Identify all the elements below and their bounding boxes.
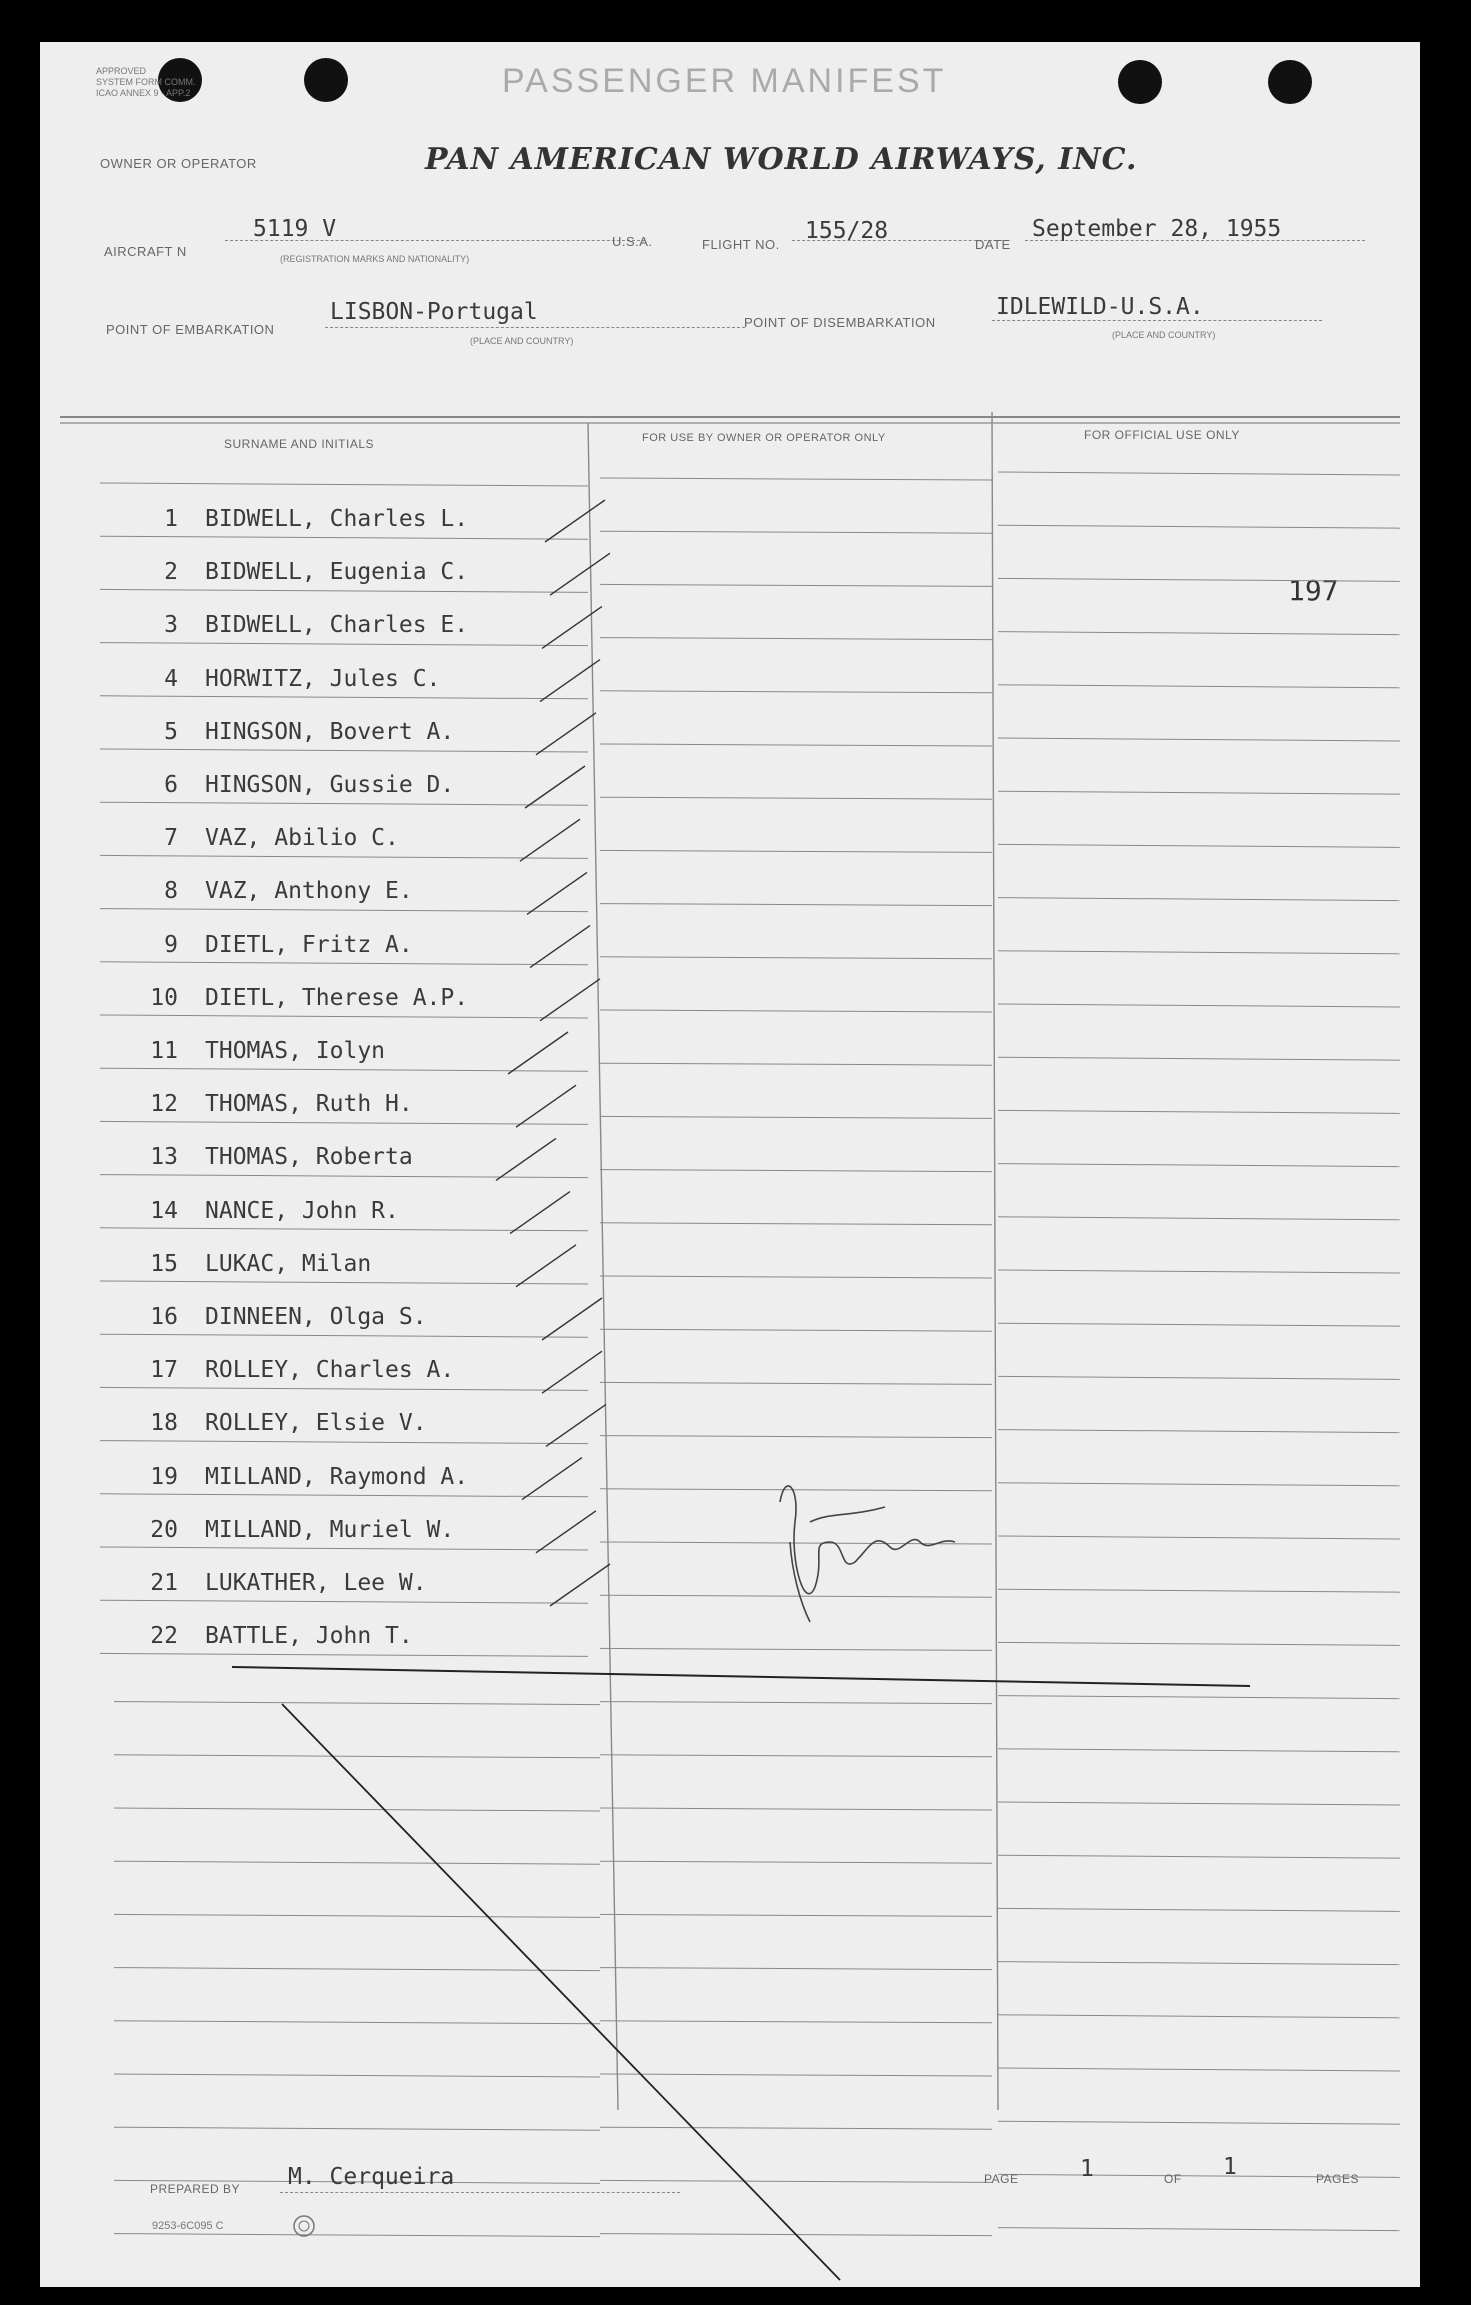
disembark-label: POINT OF DISEMBARKATION [744,315,936,330]
row-rule-right [998,2068,1400,2071]
row-rule-right [998,738,1400,741]
check-mark [542,1351,602,1393]
passenger-name: HINGSON, Gussie D. [205,772,455,798]
row-rule-left [114,1861,600,1864]
row-rule-right [998,1962,1400,1965]
check-mark [522,1458,582,1500]
row-rule-right [998,898,1400,901]
cross-out-line [282,1704,840,2280]
row-number: 9 [164,931,178,958]
passenger-name: THOMAS, Ruth H. [205,1091,413,1118]
row-rule-left [100,1281,588,1284]
form-number: 9253-6C095 C [152,2220,224,2232]
row-rule-middle [600,1223,992,1225]
row-rule-left [114,2074,600,2077]
page-value: 1 [1080,2156,1094,2182]
check-mark [545,500,605,542]
row-rule-middle [600,957,992,959]
row-rule-right [998,1430,1400,1433]
row-number: 10 [150,984,178,1011]
passenger-name: HORWITZ, Jules C. [205,665,441,692]
country-label: U.S.A. [612,234,653,249]
row-rule-right [998,1536,1400,1539]
row-rule-middle [600,1808,992,1810]
row-number: 1 [164,506,178,532]
row-rule-middle [600,584,992,586]
row-rule-left [100,483,588,486]
check-mark [540,979,600,1021]
row-rule-left [100,589,588,592]
row-rule-left [100,1600,588,1603]
row-rule-right [998,1217,1400,1220]
check-mark [540,660,600,702]
row-number: 16 [150,1304,178,1330]
col-surname-header: SURNAME AND INITIALS [224,437,375,451]
embark-note: (PLACE AND COUNTRY) [470,336,574,346]
passenger-name: DIETL, Fritz A. [205,931,413,958]
check-mark [516,1245,576,1287]
owner-value: PAN AMERICAN WORLD AIRWAYS, INC. [425,142,1138,177]
row-number: 3 [164,612,178,639]
row-number: 5 [164,718,178,745]
row-rule-right [998,1855,1400,1858]
row-rule-right [998,1057,1400,1060]
row-rule-right [998,1376,1400,1379]
row-rule-right [998,685,1400,688]
passenger-name: BATTLE, John T. [205,1623,413,1650]
row-rule-middle [600,1436,992,1438]
row-rule-left [100,1175,588,1178]
row-rule-middle [600,1170,992,1172]
column-divider-left [588,423,618,2110]
row-rule-middle [600,1861,992,1863]
passenger-name: NANCE, John R. [205,1197,399,1224]
row-rule-right [998,1642,1400,1645]
row-number: 6 [164,772,178,798]
row-rule-middle [600,2127,992,2129]
row-rule-right [998,1110,1400,1113]
row-number: 13 [150,1144,178,1171]
row-rule-middle [600,1595,992,1597]
row-number: 8 [164,878,178,905]
check-mark [546,1404,606,1446]
check-mark [550,1564,610,1606]
signature [780,1486,955,1622]
row-number: 22 [150,1623,178,1650]
col-official-header: FOR OFFICIAL USE ONLY [1084,428,1240,442]
passenger-name: MILLAND, Muriel W. [205,1516,455,1543]
row-number: 12 [150,1091,178,1118]
row-number: 17 [150,1357,178,1384]
passenger-name: MILLAND, Raymond A. [205,1463,469,1490]
aircraft-value: 5119 V [253,216,337,242]
disembark-value: IDLEWILD-U.S.A. [996,294,1204,320]
corner-stamp-line-1: APPROVED [96,66,147,76]
row-number: 14 [150,1197,178,1224]
row-rule-middle [600,2021,992,2023]
row-rule-left [114,1755,600,1758]
check-mark [525,766,585,808]
row-rule-right [998,1004,1400,1007]
row-rule-left [114,1914,600,1917]
manifest-page [40,42,1420,2287]
check-mark [496,1138,556,1180]
passenger-name: VAZ, Abilio C. [205,825,399,852]
check-mark [520,819,580,861]
row-number: 7 [164,825,178,852]
row-rule-right [998,2121,1400,2124]
check-mark [542,1298,602,1340]
row-rule-right [998,2228,1400,2231]
row-rule-right [998,578,1400,581]
check-mark [536,1511,596,1553]
of-label: OF [1164,2172,1182,2186]
row-rule-right [998,951,1400,954]
row-rule-left [100,1387,588,1390]
passenger-name: DINNEEN, Olga S. [205,1304,427,1330]
row-rule-left [100,749,588,752]
check-mark [527,872,587,914]
row-rule-left [100,802,588,805]
row-number: 19 [150,1463,178,1490]
passenger-name: BIDWELL, Eugenia C. [205,559,469,586]
row-rule-right [998,1749,1400,1752]
row-rule-middle [600,478,992,480]
row-rule-right [998,844,1400,847]
passenger-name: ROLLEY, Elsie V. [205,1410,427,1437]
passenger-name: DIETL, Therese A.P. [205,984,469,1011]
row-rule-right [998,472,1400,475]
aircraft-label: AIRCRAFT N [104,244,187,259]
passenger-name: VAZ, Anthony E. [205,878,413,905]
row-rule-left [114,1808,600,1811]
row-rule-left [100,696,588,699]
row-rule-middle [600,850,992,852]
flight-label: FLIGHT NO. [702,237,780,252]
row-rule-middle [600,1914,992,1916]
row-rule-middle [600,1542,992,1544]
embark-label: POINT OF EMBARKATION [106,322,275,337]
passenger-name: THOMAS, Iolyn [205,1038,386,1064]
passenger-name: BIDWELL, Charles E. [205,612,469,639]
row-number: 11 [150,1038,178,1064]
col-owner-header: FOR USE BY OWNER OR OPERATOR ONLY [642,432,886,444]
row-rule-left [114,1702,600,1705]
aircraft-note: (REGISTRATION MARKS AND NATIONALITY) [280,254,470,264]
row-rule-left [100,536,588,539]
row-rule-left [114,1968,600,1971]
row-rule-right [998,1270,1400,1273]
check-mark [550,553,610,595]
row-rule-middle [600,1702,992,1704]
row-rule-left [100,855,588,858]
check-mark [516,1085,576,1127]
official-use-number: 197 [1288,574,1339,607]
passenger-name: LUKATHER, Lee W. [205,1570,427,1596]
row-rule-left [100,1121,588,1124]
row-rule-middle [600,744,992,746]
row-rule-middle [600,1648,992,1650]
row-rule-right [998,1483,1400,1486]
row-rule-left [100,1494,588,1497]
owner-label: OWNER OR OPERATOR [100,156,257,171]
check-mark [536,713,596,755]
row-number: 4 [164,665,178,692]
row-rule-middle [600,2074,992,2076]
row-rule-right [998,1696,1400,1699]
row-rule-middle [600,797,992,799]
row-rule-left [114,2234,600,2237]
row-rule-middle [600,1116,992,1118]
row-rule-middle [600,1489,992,1491]
row-rule-left [100,643,588,646]
passenger-name: BIDWELL, Charles L. [205,506,469,532]
row-rule-right [998,1589,1400,1592]
row-rule-right [998,1908,1400,1911]
row-rule-left [100,1547,588,1550]
page-label: PAGE [984,2172,1019,2186]
union-label-icon [292,2214,316,2238]
row-rule-right [998,2015,1400,2018]
row-rule-left [100,1653,588,1656]
passenger-name: ROLLEY, Charles A. [205,1357,455,1384]
row-number: 21 [150,1570,178,1596]
row-rule-middle [600,904,992,906]
prepared-value: M. Cerqueira [288,2164,455,2190]
column-divider-right [992,412,998,2110]
row-rule-middle [600,1010,992,1012]
row-rule-left [114,2127,600,2130]
check-mark [508,1032,568,1074]
prepared-label: PREPARED BY [150,2182,240,2196]
row-rule-middle [600,1063,992,1065]
row-rule-right [998,1802,1400,1805]
passenger-name: THOMAS, Roberta [205,1144,413,1171]
disembark-note: (PLACE AND COUNTRY) [1112,330,1216,340]
row-rule-middle [600,2180,992,2182]
row-rule-middle [600,1382,992,1384]
row-rule-left [100,1441,588,1444]
date-value: September 28, 1955 [1032,216,1282,242]
row-rule-middle [600,531,992,533]
embark-value: LISBON-Portugal [330,299,538,325]
end-of-list-line [232,1667,1250,1686]
row-rule-right [998,632,1400,635]
row-rule-left [100,962,588,965]
row-number: 18 [150,1410,178,1437]
row-rule-right [998,791,1400,794]
row-rule-right [998,1164,1400,1167]
flight-value: 155/28 [805,218,889,244]
date-label: DATE [975,237,1011,252]
row-rule-left [114,2021,600,2024]
row-rule-middle [600,1968,992,1970]
row-rule-middle [600,1276,992,1278]
row-rule-middle [600,1755,992,1757]
check-mark [510,1192,570,1234]
check-mark [542,606,602,648]
row-rule-left [100,1015,588,1018]
row-rule-middle [600,1329,992,1331]
row-rule-middle [600,691,992,693]
row-rule-middle [600,638,992,640]
row-number: 15 [150,1250,178,1277]
pages-label: PAGES [1316,2172,1359,2186]
row-rule-left [100,1334,588,1337]
row-number: 20 [150,1516,178,1543]
of-value: 1 [1223,2154,1237,2180]
row-rule-left [100,909,588,912]
row-rule-right [998,525,1400,528]
corner-stamp-line-3: ICAO ANNEX 9 - APP.2 [96,88,191,98]
passenger-name: LUKAC, Milan [205,1250,372,1277]
check-mark [530,926,590,968]
corner-stamp-line-2: SYSTEM FORM COMM. [96,77,196,87]
row-number: 2 [164,559,178,586]
page-title: PASSENGER MANIFEST [502,62,947,100]
passenger-name: HINGSON, Bovert A. [205,718,455,745]
row-rule-right [998,1323,1400,1326]
